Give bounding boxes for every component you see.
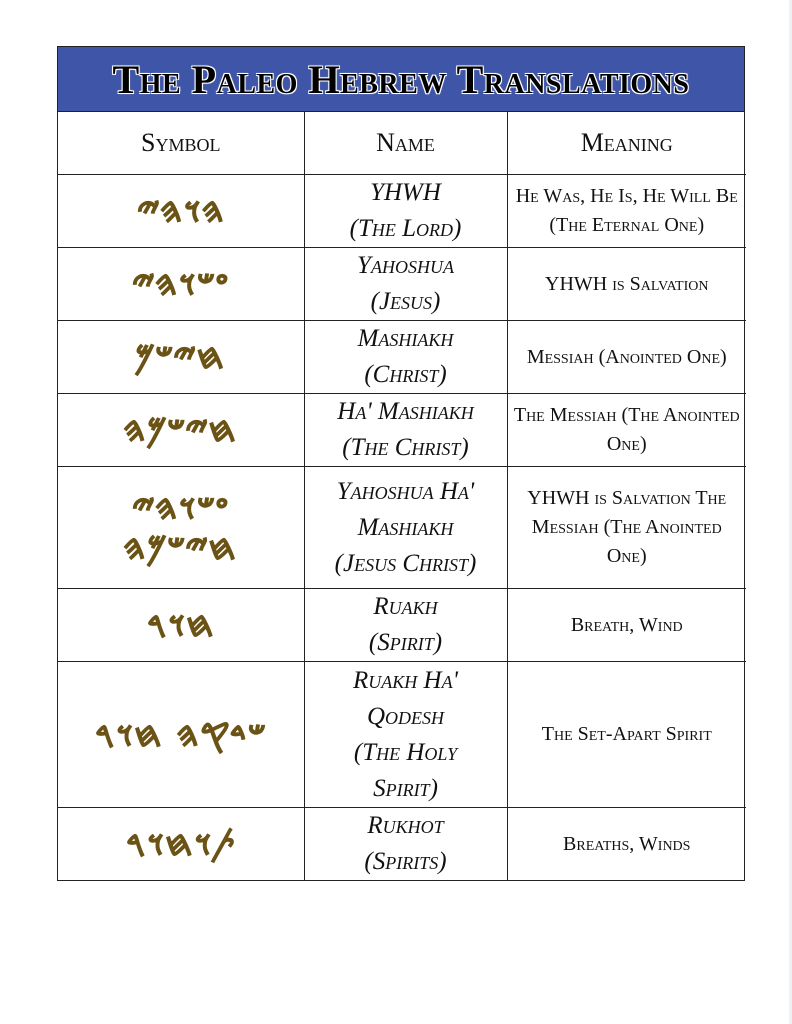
name-text: YHWH bbox=[370, 179, 441, 206]
name-text: (Jesus Christ) bbox=[334, 549, 477, 577]
name-text: Ha' Mashiakh bbox=[337, 398, 474, 425]
name-text: (Spirit) bbox=[368, 629, 443, 656]
page-title: The Paleo Hebrew Translations bbox=[112, 56, 690, 102]
meaning-cell: YHWH is Salvation bbox=[507, 248, 746, 321]
meaning-cell: He Was, He Is, He Will Be (The Eternal One) bbox=[507, 175, 746, 248]
table-row bbox=[58, 321, 746, 394]
table-row bbox=[58, 808, 746, 881]
name-text: (Jesus) bbox=[370, 288, 441, 315]
name-text: Mashiakh bbox=[357, 325, 454, 352]
header-row bbox=[58, 112, 746, 175]
name-text: Qodesh bbox=[366, 702, 445, 730]
name-text: (The Christ) bbox=[342, 434, 469, 461]
symbol-cell bbox=[58, 394, 304, 467]
name-cell bbox=[304, 467, 507, 589]
name-cell bbox=[304, 589, 507, 662]
name-cell bbox=[304, 321, 507, 394]
name-text: (Christ) bbox=[364, 361, 447, 388]
symbol-cell bbox=[58, 808, 304, 881]
table-row bbox=[58, 394, 746, 467]
name-cell bbox=[304, 394, 507, 467]
header-name: Name bbox=[304, 112, 507, 175]
name-cell bbox=[304, 808, 507, 881]
meaning-cell: Breath, Wind bbox=[507, 589, 746, 662]
paleo-hebrew-glyphs: 𐤇𐤉𐤔𐤌𐤄 bbox=[121, 410, 241, 450]
symbol-cell bbox=[58, 662, 304, 808]
paleo-hebrew-glyphs: 𐤏𐤔𐤅𐤄𐤉 bbox=[130, 487, 232, 528]
name-text: Mashiakh bbox=[357, 513, 454, 541]
paleo-hebrew-glyphs: 𐤏𐤔𐤅𐤄𐤉 bbox=[130, 264, 232, 304]
header-symbol: Symbol bbox=[58, 112, 304, 175]
meaning-cell: Messiah (Anointed One) bbox=[507, 321, 746, 394]
table-row bbox=[58, 467, 746, 589]
name-text: Spirit) bbox=[373, 774, 438, 802]
name-text: Rukhot bbox=[367, 812, 444, 839]
paleo-hebrew-glyphs: 𐤔𐤃𐤒𐤄 𐤇𐤅𐤓 bbox=[93, 714, 269, 755]
meaning-cell: The Set-Apart Spirit bbox=[507, 662, 746, 808]
name-cell bbox=[304, 662, 507, 808]
paleo-hebrew-glyphs: 𐤇𐤉𐤔𐤌 bbox=[133, 337, 229, 377]
paleo-hebrew-glyphs: 𐤇𐤅𐤓 bbox=[144, 605, 218, 645]
translation-chart bbox=[57, 46, 745, 881]
name-text: Yahoshua bbox=[357, 252, 454, 279]
name-cell bbox=[304, 175, 507, 248]
name-text: Ruakh bbox=[373, 593, 438, 620]
name-text: Ruakh Ha' bbox=[353, 666, 458, 694]
paleo-hebrew-glyphs: 𐤕𐤅𐤇𐤅𐤓 bbox=[123, 824, 238, 864]
table-row bbox=[58, 589, 746, 662]
header-meaning: Meaning bbox=[507, 112, 746, 175]
meaning-cell: The Messiah (The Anointed One) bbox=[507, 394, 746, 467]
table-row bbox=[58, 248, 746, 321]
symbol-cell bbox=[58, 467, 304, 589]
translation-table bbox=[58, 112, 746, 880]
meaning-cell: Breaths, Winds bbox=[507, 808, 746, 881]
name-text: (The Lord) bbox=[349, 215, 462, 242]
table-row bbox=[58, 662, 746, 808]
name-text: Yahoshua Ha' bbox=[336, 477, 475, 505]
title-banner bbox=[58, 47, 744, 112]
symbol-cell bbox=[58, 248, 304, 321]
paleo-hebrew-glyphs: 𐤄𐤅𐤄𐤉 bbox=[134, 191, 228, 231]
meaning-cell: YHWH is Salvation The Messiah (The Anointed One) bbox=[507, 467, 746, 589]
symbol-cell bbox=[58, 321, 304, 394]
symbol-cell bbox=[58, 589, 304, 662]
table-row bbox=[58, 175, 746, 248]
name-cell bbox=[304, 248, 507, 321]
name-text: (Spirits) bbox=[364, 848, 447, 875]
name-text: (The Holy bbox=[353, 738, 458, 766]
symbol-cell bbox=[58, 175, 304, 248]
paleo-hebrew-glyphs: 𐤇𐤉𐤔𐤌𐤄 bbox=[121, 527, 241, 568]
